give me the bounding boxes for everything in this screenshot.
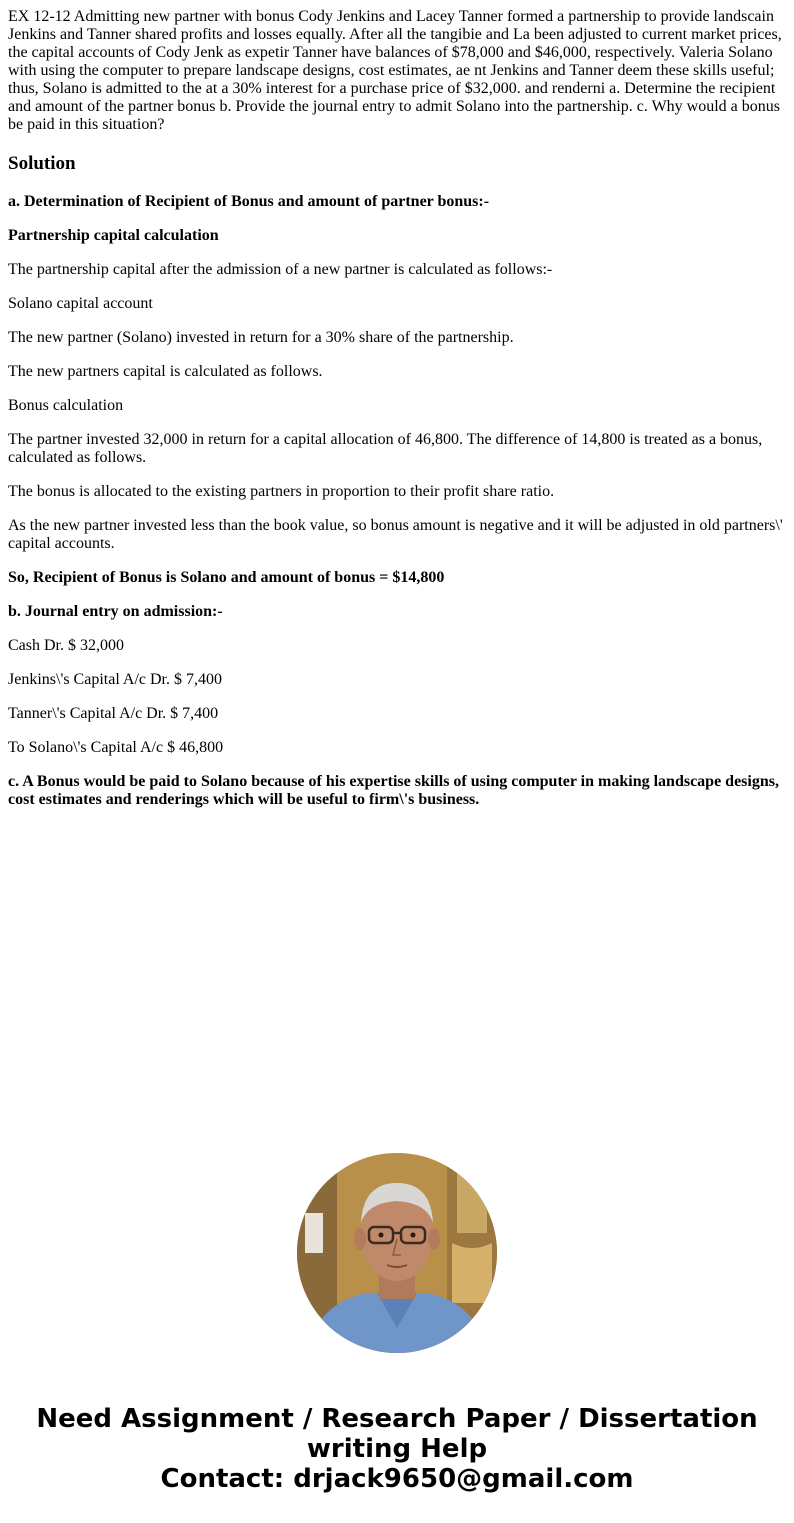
bonus-calc-text: The partner invested 32,000 in return for a capital allocation of 46,800. The difference of 14,800 is treated as a bonus, calculated as follows. <box>8 431 763 466</box>
capital-calc-heading: Partnership capital calculation <box>8 227 219 244</box>
avatar-portrait <box>297 1153 497 1353</box>
solution-heading: Solution <box>8 153 76 174</box>
bonus-negative-text: As the new partner invested less than the book value, so bonus amount is negative and it will be adjusted in old partners\' capital accounts. <box>8 517 783 552</box>
journal-entry-cash: Cash Dr. $ 32,000 <box>8 637 124 654</box>
footer-help-text: Need Assignment / Research Paper / Dissertation writing Help <box>36 1404 758 1464</box>
part-a-answer: So, Recipient of Bonus is Solano and amount of bonus = $14,800 <box>8 569 445 586</box>
journal-entry-jenkins: Jenkins\'s Capital A/c Dr. $ 7,400 <box>8 671 222 688</box>
part-b-heading: b. Journal entry on admission:- <box>8 603 223 620</box>
bonus-allocation-text: The bonus is allocated to the existing partners in proportion to their profit share ratio. <box>8 483 555 500</box>
capital-calc-text: The partnership capital after the admission of a new partner is calculated as follows:- <box>8 261 553 278</box>
part-c-answer: c. A Bonus would be paid to Solano because of his expertise skills of using computer in making landscape designs, cost estimates and renderings which will be useful to firm\'s business. <box>8 773 779 808</box>
solano-capital-heading: Solano capital account <box>8 295 153 312</box>
question-text: EX 12-12 Admitting new partner with bonus Cody Jenkins and Lacey Tanner formed a partnership to provide landscain Jenkins and Tanner shared profits and losses equally. After all the tangibie and La been adjusted to current market prices, the capital accounts of Cody Jenk as expetir Tanner have balances of $78,000 and $46,000, respectively. Valeria Solano with using the computer to prepare landscape designs, cost estimates, ae nt Jenkins and Tanner deem these skills useful; thus, Solano is admitted to the at a 30% interest for a purchase price of $32,000. and renderni a. Determine the recipient and amount of the partner bonus b. Provide the journal entry to admit Solano into the partnership. c. Why would a bonus be paid in this situation? <box>8 8 782 133</box>
page-content <box>8 8 786 825</box>
author-avatar <box>297 1153 497 1353</box>
bonus-calc-heading: Bonus calculation <box>8 397 124 414</box>
journal-entry-tanner: Tanner\'s Capital A/c Dr. $ 7,400 <box>8 705 219 722</box>
journal-entry-solano: To Solano\'s Capital A/c $ 46,800 <box>8 739 224 756</box>
part-a-heading: a. Determination of Recipient of Bonus and amount of partner bonus:- <box>8 193 490 210</box>
solano-capital-text: The new partner (Solano) invested in return for a 30% share of the partnership. <box>8 329 514 346</box>
new-partner-capital-text: The new partners capital is calculated as follows. <box>8 363 323 380</box>
footer-banner <box>0 1404 794 1494</box>
footer-contact-text: Contact: drjack9650@gmail.com <box>160 1464 634 1494</box>
